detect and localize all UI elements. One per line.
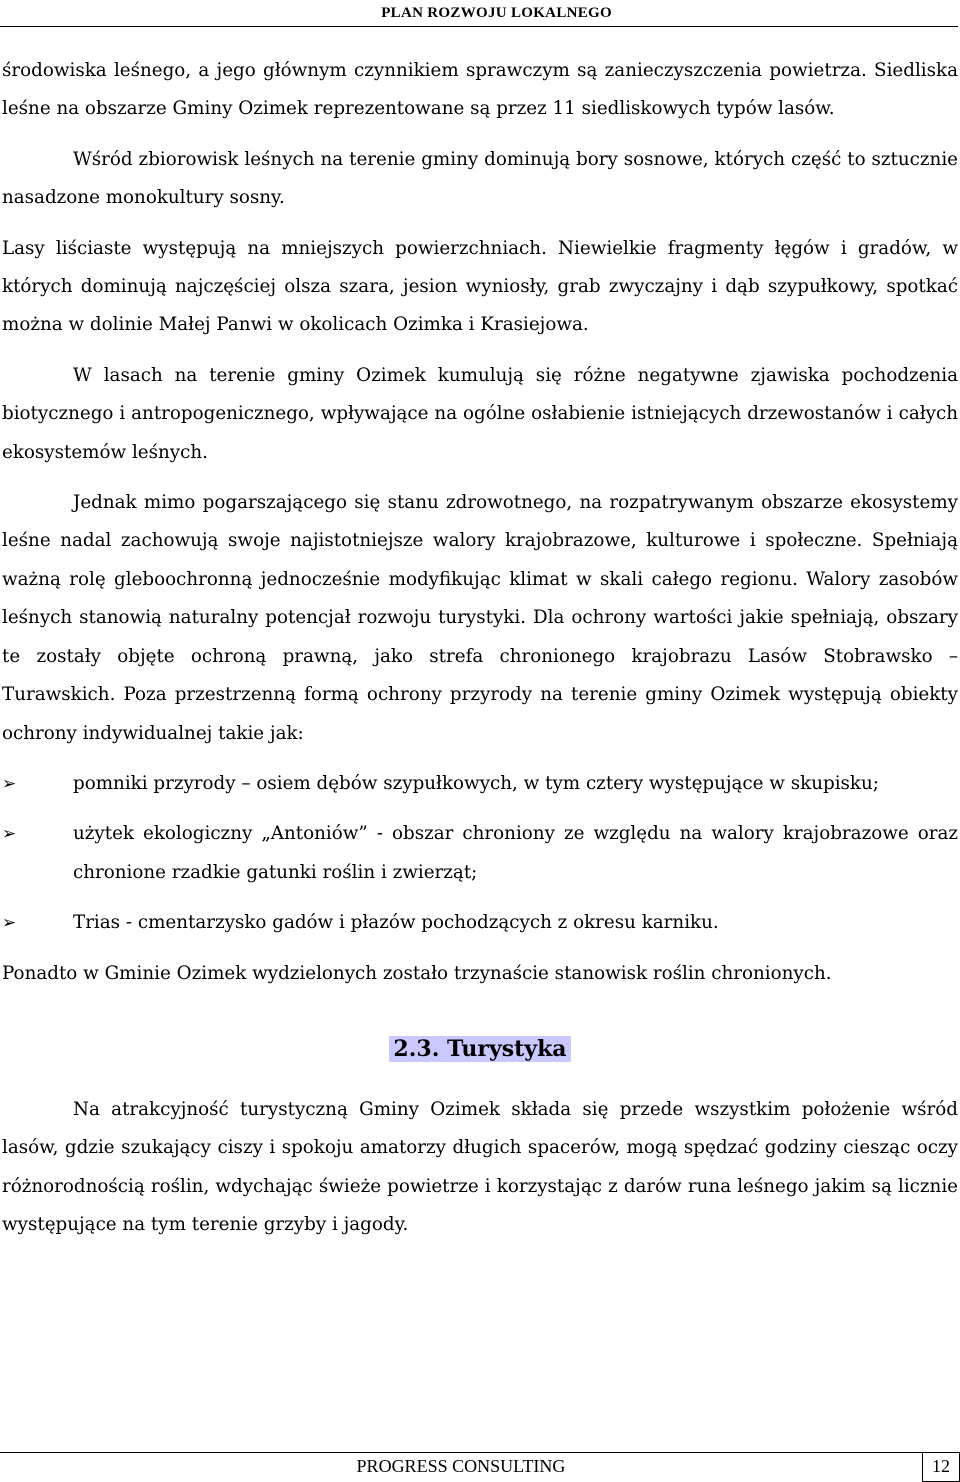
paragraph-5: Jednak mimo pogarszającego się stanu zdrowotnego, na rozpatrywanym obszarze ekosystemy leśne nadal zachowują swoje najistotniejsze walory krajobrazowe, kulturowe i społeczne. Spełniają ważną rolę gleboochronną jednocześnie modyfikując klimat w skali całego regionu. Walory zasobów leśnych stanowią naturalny potencjał rozwoju turystyki. Dla ochrony wartości jakie spełniają, obszary te zostały objęte ochroną prawną, jako strefa chronionego krajobrazu Lasów Stobrawsko – Turawskich. Poza przestrzenną formą ochrony przyrody na terenie gminy Ozimek występują obiekty ochrony indywidualnej takie jak: — [2, 492, 958, 744]
arrowhead-icon: ➢ — [2, 824, 17, 845]
header-title: PLAN ROZWOJU LOKALNEGO — [381, 5, 612, 21]
footer-company: PROGRESS CONSULTING — [356, 1456, 566, 1476]
arrowhead-icon: ➢ — [2, 913, 17, 934]
arrowhead-icon: ➢ — [2, 773, 17, 794]
footer-rule — [0, 1452, 922, 1453]
page-header — [0, 0, 958, 27]
paragraph-3: Lasy liściaste występują na mniejszych powierzchniach. Niewielkie fragmenty łęgów i gradów, w których dominują najczęściej olsza szara, jesion wyniosły, grab zwyczajny i dąb szypułkowy, spotkać można w dolinie Małej Panwi w okolicach Ozimka i Krasiejowa. — [2, 237, 958, 336]
list-item-text: użytek ekologiczny „Antoniów” - obszar chroniony ze względu na walory krajobrazowe oraz chronione rzadkie gatunki roślin i zwierząt; — [73, 823, 958, 883]
list-item — [2, 765, 958, 803]
list-item — [2, 904, 958, 942]
protected-objects-list — [2, 765, 958, 943]
page-footer — [0, 1452, 960, 1482]
list-item — [2, 815, 958, 892]
paragraph-4: W lasach na terenie gminy Ozimek kumulują się różne negatywne zjawiska pochodzenia biotycznego i antropogenicznego, wpływające na ogólne osłabienie istniejących drzewostanów i całych ekosystemów leśnych. — [2, 364, 958, 463]
paragraph-1: środowiska leśnego, a jego głównym czynnikiem sprawczym są zanieczyszczenia powietrza. Siedliska leśne na obszarze Gminy Ozimek reprezentowane są przez 11 siedliskowych typów lasów. — [2, 60, 958, 120]
section-heading — [2, 1033, 958, 1067]
page-number: 12 — [922, 1452, 960, 1482]
document-body — [2, 52, 958, 1257]
paragraph-2: Wśród zbiorowisk leśnych na terenie gminy dominują bory sosnowe, których część to sztucznie nasadzone monokultury sosny. — [2, 148, 958, 209]
paragraph-7: Na atrakcyjność turystyczną Gminy Ozimek składa się przede wszystkim położenie wśród lasów, gdzie szukający ciszy i spokoju amatorzy długich spacerów, mogą spędzać godziny ciesząc oczy różnorodnością roślin, wdychając świeże powietrze i korzystając z darów runa leśnego jakim są licznie występujące na tym terenie grzyby i jagody. — [2, 1098, 958, 1236]
list-item-text: pomniki przyrody – osiem dębów szypułkowych, w tym cztery występujące w skupisku; — [73, 772, 879, 794]
paragraph-6: Ponadto w Gminie Ozimek wydzielonych zostało trzynaście stanowisk roślin chronionych. — [2, 962, 832, 984]
list-item-text: Trias - cmentarzysko gadów i płazów pochodzących z okresu karniku. — [73, 912, 719, 934]
section-title: 2.3. Turystyka — [389, 1036, 570, 1062]
